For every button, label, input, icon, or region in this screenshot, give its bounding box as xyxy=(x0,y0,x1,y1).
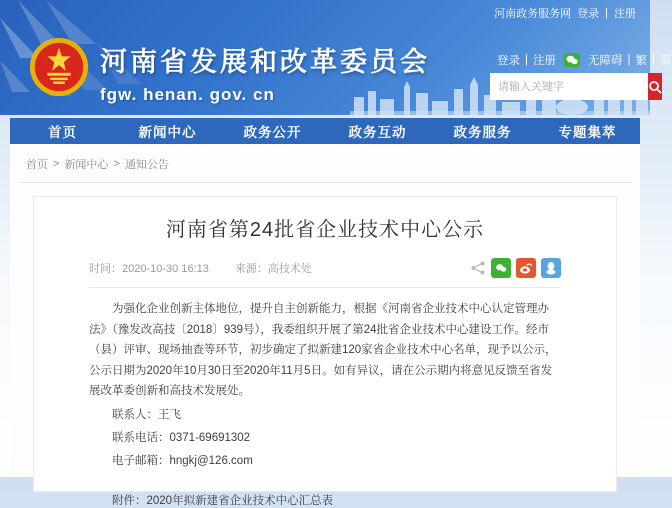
breadcrumb-home[interactable]: 首页 xyxy=(26,159,48,171)
breadcrumb-separator: > xyxy=(53,158,60,170)
contact-person: 联系人：王飞 xyxy=(112,408,181,421)
share-group xyxy=(470,258,561,278)
breadcrumb xyxy=(10,144,640,172)
link-separator: | xyxy=(652,54,655,66)
topbar-separator: | xyxy=(605,7,608,19)
simplified-chinese-link[interactable]: 简 xyxy=(660,55,672,67)
link-separator: | xyxy=(525,54,528,66)
login-link[interactable]: 登录 xyxy=(497,55,520,67)
weibo-share-icon[interactable] xyxy=(516,258,536,278)
search-icon xyxy=(648,80,662,94)
search-box xyxy=(490,73,635,100)
nav-item-gov-disclosure[interactable]: 政务公开 xyxy=(243,125,302,140)
accessibility-link[interactable]: 无障碍 xyxy=(588,55,623,67)
site-header xyxy=(0,0,672,115)
topbar xyxy=(0,0,650,26)
breadcrumb-notices[interactable]: 通知公告 xyxy=(124,159,169,171)
meta-divider xyxy=(89,287,561,288)
nav-item-gov-services[interactable]: 政务服务 xyxy=(453,125,512,140)
main-nav xyxy=(10,118,640,144)
wechat-icon[interactable] xyxy=(564,53,580,67)
topbar-portal-link[interactable]: 河南政务服务网 xyxy=(494,8,572,20)
breadcrumb-separator: > xyxy=(113,158,120,170)
register-link[interactable]: 注册 xyxy=(533,55,556,67)
site-title-block xyxy=(100,40,430,105)
article-paragraph: 为强化企业创新主体地位，提升自主创新能力，根据《河南省企业技术中心认定管理办法》（豫发改高技〔2018〕939号），我委组织开展了第24批省企业技术中心建设工作。经市（县）评审、现场抽查等环节，初步确定了拟新建120家省企业技术中心名单，现予以公示，公示日期为2020年10月30日至2020年11月5日。如有异议，请在公示期内将意见反馈至省发展改革委创新和高技术发展处。 xyxy=(89,303,557,397)
breadcrumb-news-center[interactable]: 新闻中心 xyxy=(64,159,109,171)
nav-item-home[interactable]: 首页 xyxy=(48,125,77,140)
header-links xyxy=(497,52,672,68)
search-input[interactable] xyxy=(490,73,648,100)
contact-email: 电子邮箱：hngkj@126.com xyxy=(112,454,253,467)
link-separator: | xyxy=(627,54,631,66)
content-wrapper xyxy=(10,144,640,507)
site-domain: fgw. henan. gov. cn xyxy=(100,85,275,104)
contact-phone: 联系电话：0371-69691302 xyxy=(112,431,251,444)
breadcrumb-divider xyxy=(18,182,632,183)
nav-item-gov-interaction[interactable]: 政务互动 xyxy=(348,125,407,140)
meta-source: 来源：高技术处 xyxy=(234,263,312,275)
site-title: 河南省发展和改革委员会 xyxy=(100,47,430,77)
attachment-link[interactable]: 附件：2020年拟新建省企业技术中心汇总表 xyxy=(112,494,334,507)
nav-item-news[interactable]: 新闻中心 xyxy=(138,125,197,140)
wechat-share-icon[interactable] xyxy=(491,258,511,278)
article-panel xyxy=(33,196,617,507)
topbar-login-link[interactable]: 登录 xyxy=(577,8,600,20)
topbar-register-link[interactable]: 注册 xyxy=(614,8,636,20)
share-icon[interactable] xyxy=(470,260,486,276)
meta-time: 时间：2020-10-30 16:13 xyxy=(89,263,209,275)
search-button[interactable] xyxy=(648,73,662,100)
article-body xyxy=(89,299,561,402)
traditional-chinese-link[interactable]: 繁 xyxy=(635,55,647,67)
article-meta xyxy=(89,258,561,278)
nav-item-special-topics[interactable]: 专题集萃 xyxy=(558,125,617,140)
national-emblem xyxy=(28,36,90,98)
contact-block xyxy=(89,404,561,473)
qq-share-icon[interactable] xyxy=(541,258,561,278)
article-title: 河南省第24批省企业技术中心公示 xyxy=(165,219,485,241)
